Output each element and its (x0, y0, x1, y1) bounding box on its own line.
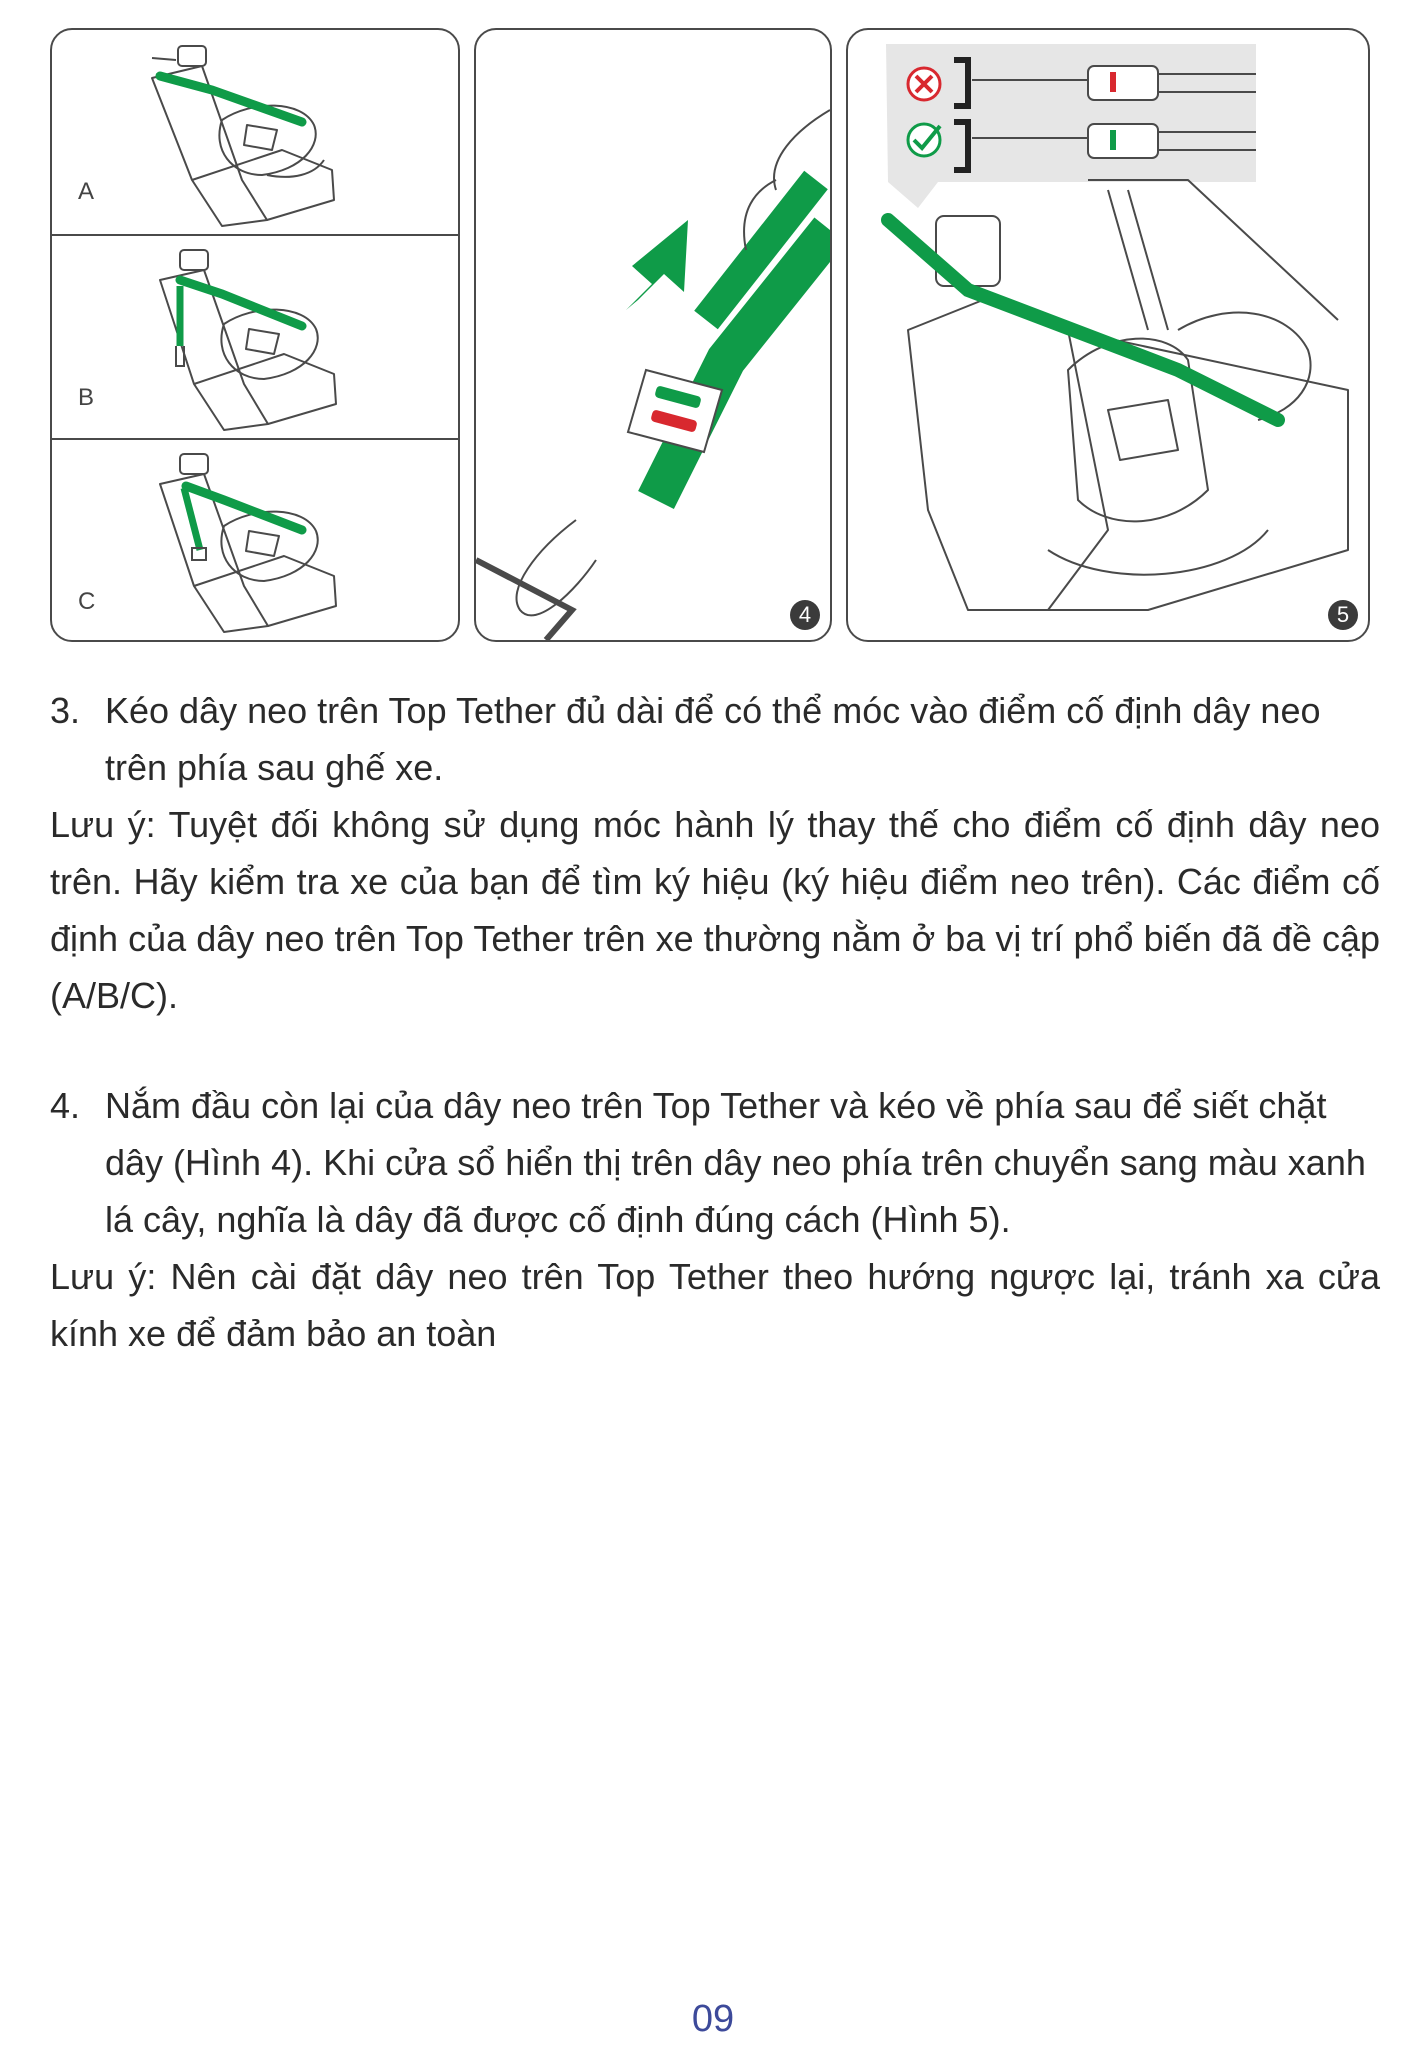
figure-panel-5 (846, 28, 1370, 642)
instructions-text-2 (50, 1077, 1380, 1362)
figure-number-badge-5: 5 (1328, 600, 1358, 630)
incorrect-x-icon (908, 68, 940, 100)
car-seat-illustration-c (52, 440, 458, 640)
sub-label-c: C (78, 588, 96, 615)
instructions-text (50, 682, 1380, 1024)
step-4-number: 4. (50, 1085, 81, 1126)
tighten-strap-illustration (476, 30, 830, 640)
arrow-up-icon (626, 220, 688, 310)
step-4-text: Nắm đầu còn lại của dây neo trên Top Tether và kéo về phía sau để siết chặt dây (Hình 4). Khi cửa sổ hiển thị trên dây neo phía trên chuyển sang màu xanh lá cây, nghĩa là dây đã được cố định đúng cách (Hình 5). (105, 1085, 1366, 1240)
sub-figure-a (52, 30, 458, 234)
sub-figure-c (52, 440, 458, 640)
step-4 (50, 1077, 1380, 1248)
correct-check-icon (908, 124, 940, 156)
figure-panel-4 (474, 28, 832, 642)
car-seat-illustration-b (52, 236, 458, 438)
note-1: Lưu ý: Tuyệt đối không sử dụng móc hành lý thay thế cho điểm cố định dây neo trên. Hãy kiểm tra xe của bạn để tìm ký hiệu (ký hiệu điểm neo trên). Các điểm cố định của dây neo trên Top Tether trên xe thường nằm ở ba vị trí phổ biến đã đề cập (A/B/C). (50, 804, 1380, 1016)
sub-figure-b (52, 236, 458, 438)
note-2: Lưu ý: Nên cài đặt dây neo trên Top Tether theo hướng ngược lại, tránh xa cửa kính xe để đảm bảo an toàn (50, 1256, 1380, 1354)
step-3-text: Kéo dây neo trên Top Tether đủ dài để có thể móc vào điểm cố định dây neo trên phía sau ghế xe. (105, 690, 1321, 788)
figure-number-badge-4: 4 (790, 600, 820, 630)
sub-label-b: B (78, 384, 95, 411)
step-3-number: 3. (50, 690, 81, 731)
sub-label-a: A (78, 178, 95, 205)
car-seat-illustration-a (52, 30, 458, 234)
page-number: 09 (691, 1998, 735, 2040)
step-3 (50, 682, 1380, 796)
installed-seat-illustration (848, 30, 1368, 640)
figure-panel-abc (50, 28, 460, 642)
